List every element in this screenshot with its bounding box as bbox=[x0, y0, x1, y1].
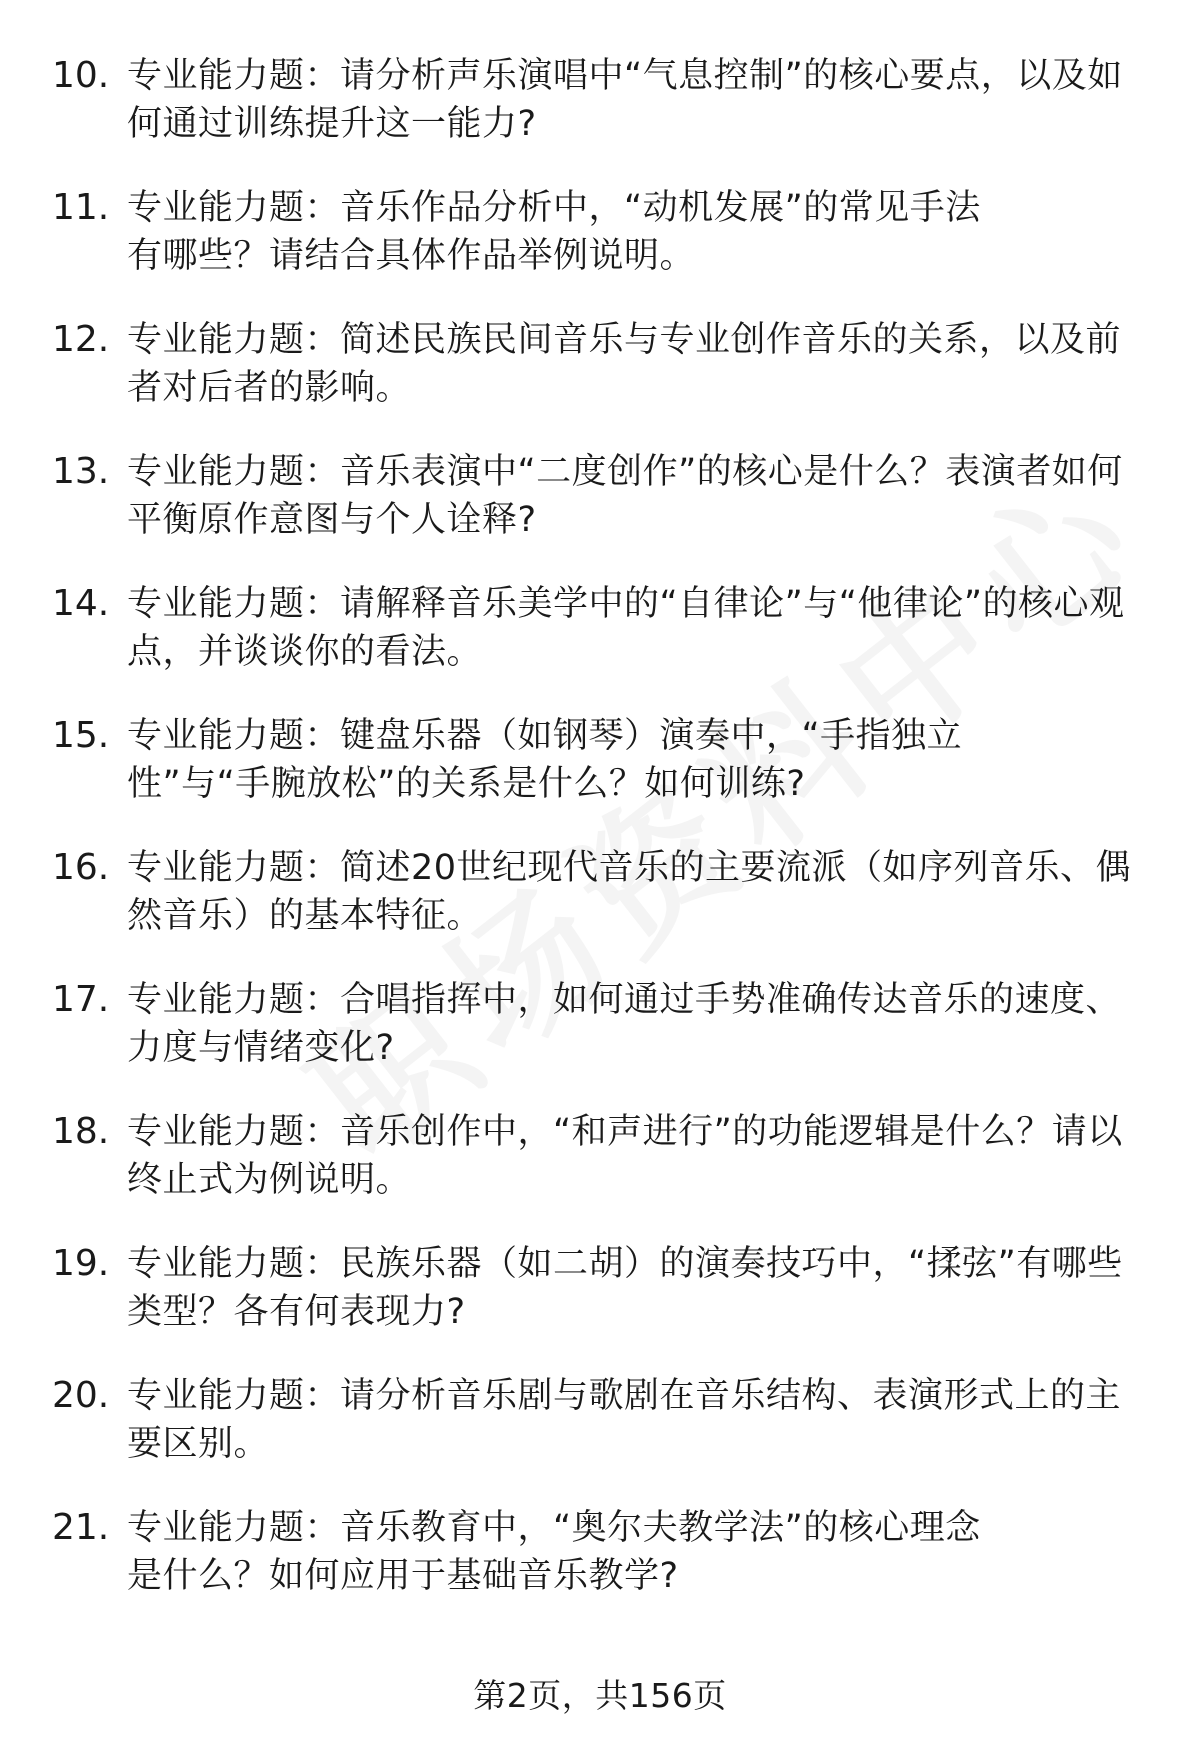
question-item bbox=[0, 1504, 1200, 1636]
question-text: 专业能力题：音乐创作中，“和声进行”的功能逻辑是什么？请以终止式为例说明。 bbox=[127, 1112, 1123, 1200]
question-item bbox=[0, 976, 1200, 1108]
question-text: 专业能力题：请分析声乐演唱中“气息控制”的核心要点，以及如何通过训练提升这一能力? bbox=[127, 56, 1123, 144]
question-number: 12. bbox=[52, 319, 110, 360]
question-item bbox=[0, 1372, 1200, 1504]
question-text: 专业能力题：音乐表演中“二度创作”的核心是什么？表演者如何平衡原作意图与个人诠释? bbox=[127, 452, 1123, 540]
question-number: 16. bbox=[52, 847, 110, 888]
question-number: 13. bbox=[52, 451, 110, 492]
question-text: 专业能力题：合唱指挥中，如何通过手势准确传达音乐的速度、力度与情绪变化? bbox=[127, 980, 1122, 1068]
question-item bbox=[0, 712, 1200, 844]
question-item bbox=[0, 580, 1200, 712]
question-number: 20. bbox=[52, 1375, 110, 1416]
question-text: 专业能力题：音乐教育中，“奥尔夫教学法”的核心理念是什么？如何应用于基础音乐教学? bbox=[127, 1508, 981, 1596]
question-number: 17. bbox=[52, 979, 110, 1020]
question-text: 专业能力题：键盘乐器（如钢琴）演奏中，“手指独立性”与“手腕放松”的关系是什么？如何训练? bbox=[127, 716, 963, 804]
question-item bbox=[0, 316, 1200, 448]
question-text: 专业能力题：音乐作品分析中，“动机发展”的常见手法有哪些？请结合具体作品举例说明。 bbox=[127, 188, 981, 276]
question-item bbox=[0, 448, 1200, 580]
question-number: 19. bbox=[52, 1243, 110, 1284]
question-item bbox=[0, 844, 1200, 976]
question-text: 专业能力题：简述20世纪现代音乐的主要流派（如序列音乐、偶然音乐）的基本特征。 bbox=[127, 848, 1132, 936]
question-number: 10. bbox=[52, 55, 110, 96]
question-number: 15. bbox=[52, 715, 110, 756]
question-number: 18. bbox=[52, 1111, 110, 1152]
question-item bbox=[0, 184, 1200, 316]
question-number: 21. bbox=[52, 1507, 110, 1548]
question-text: 专业能力题：民族乐器（如二胡）的演奏技巧中，“揉弦”有哪些类型？各有何表现力? bbox=[127, 1244, 1123, 1332]
question-number: 11. bbox=[52, 187, 110, 228]
question-text: 专业能力题：请解释音乐美学中的“自律论”与“他律论”的核心观点，并谈谈你的看法。 bbox=[127, 584, 1125, 672]
question-text: 专业能力题：简述民族民间音乐与专业创作音乐的关系，以及前者对后者的影响。 bbox=[127, 320, 1122, 408]
question-number: 14. bbox=[52, 583, 110, 624]
question-item bbox=[0, 1240, 1200, 1372]
question-item bbox=[0, 1108, 1200, 1240]
question-text: 专业能力题：请分析音乐剧与歌剧在音乐结构、表演形式上的主要区别。 bbox=[127, 1376, 1122, 1464]
question-list bbox=[0, 52, 1200, 1636]
page-number-footer: 第2页，共156页 bbox=[473, 1676, 727, 1715]
question-item bbox=[0, 52, 1200, 184]
